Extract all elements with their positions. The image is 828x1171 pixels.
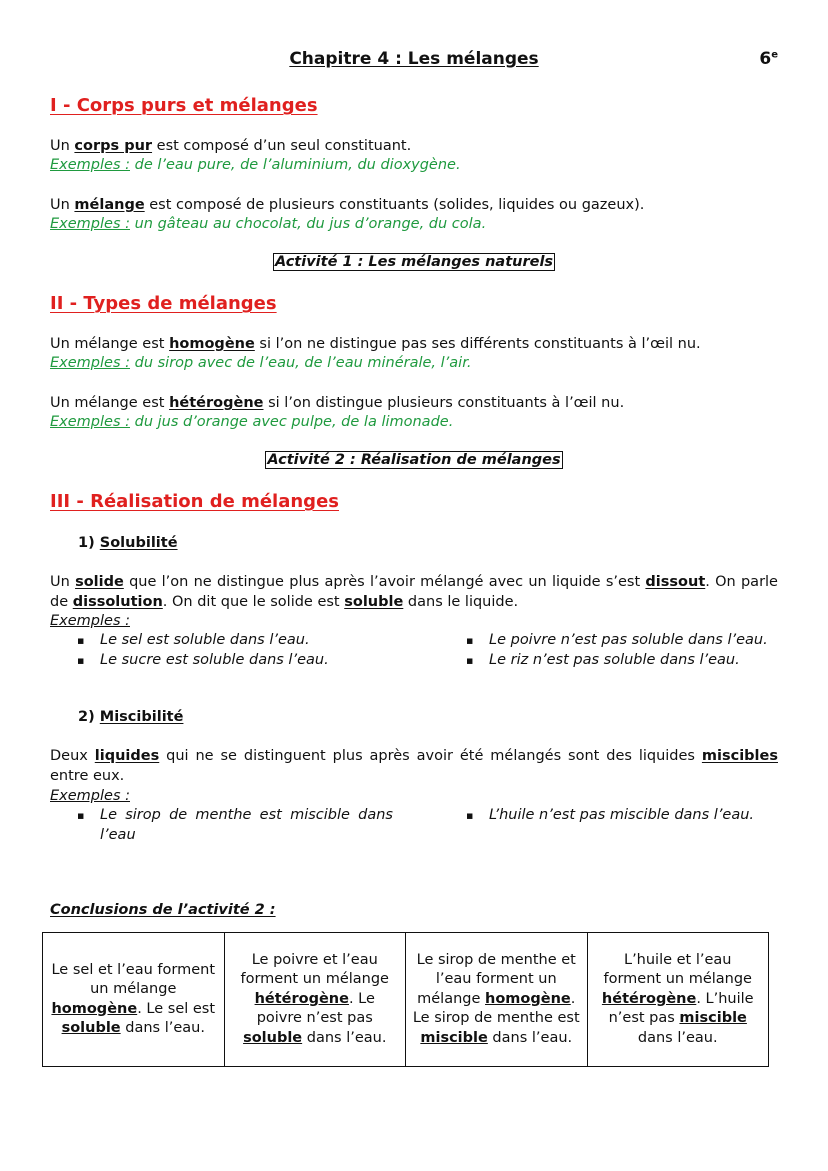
subsection-solubilite-heading: 1) Solubilité — [78, 535, 178, 551]
grade-label: 6e — [759, 49, 778, 69]
definition-homogene: Un mélange est homogène si l’on ne distingue pas ses différents constituants à l’œil nu. — [50, 336, 701, 352]
section-3-heading: III - Réalisation de mélanges — [50, 491, 339, 512]
section-2-heading: II - Types de mélanges — [50, 293, 277, 314]
list-item: ▪ Le sel est soluble dans l’eau. — [75, 631, 405, 651]
table-row — [43, 933, 769, 1067]
conclusions-heading: Conclusions de l’activité 2 : — [50, 902, 276, 918]
solubilite-examples-label: Exemples : — [50, 613, 130, 629]
activity-1-box: Activité 1 : Les mélanges naturels — [274, 254, 554, 270]
conclusions-table — [42, 932, 769, 1067]
definition-corps-pur: Un corps pur est composé d’un seul constituant. — [50, 138, 412, 154]
miscibilite-examples-label: Exemples : — [50, 788, 130, 804]
activity-2-box: Activité 2 : Réalisation de mélanges — [267, 452, 561, 468]
subsection-miscibilite-heading: 2) Miscibilité — [78, 709, 184, 725]
examples-corps-pur: Exemples : de l’eau pure, de l’aluminium, du dioxygène. — [50, 157, 461, 173]
examples-melange: Exemples : un gâteau au chocolat, du jus d’orange, du cola. — [50, 216, 487, 232]
definition-heterogene: Un mélange est hétérogène si l’on distingue plusieurs constituants à l’œil nu. — [50, 395, 625, 411]
list-item: ▪ Le sirop de menthe est miscible dans l’eau — [75, 806, 393, 845]
miscibilite-paragraph: Deux liquides qui ne se distinguent plus après avoir été mélangés sont des liquides miscibles entre eux. — [50, 748, 778, 784]
miscibilite-examples-left — [75, 806, 393, 845]
section-1-heading: I - Corps purs et mélanges — [50, 95, 318, 116]
examples-heterogene: Exemples : du jus d’orange avec pulpe, de la limonade. — [50, 414, 454, 430]
definition-melange: Un mélange est composé de plusieurs constituants (solides, liquides ou gazeux). — [50, 197, 645, 213]
table-cell: L’huile et l’eau forment un mélange hétérogène. L’huile n’est pas miscible dans l’eau. — [587, 933, 769, 1067]
miscibilite-examples-right — [464, 806, 778, 826]
page-title: Chapitre 4 : Les mélanges — [289, 49, 539, 69]
solubilite-paragraph: Un solide que l’on ne distingue plus après l’avoir mélangé avec un liquide s’est dissout. On parle de dissolution. On dit que le solide est soluble dans le liquide. — [50, 574, 778, 610]
table-cell: Le poivre et l’eau forment un mélange hétérogène. Le poivre n’est pas soluble dans l’eau. — [224, 933, 406, 1067]
list-item: ▪ Le sucre est soluble dans l’eau. — [75, 651, 405, 671]
examples-homogene: Exemples : du sirop avec de l’eau, de l’eau minérale, l’air. — [50, 355, 472, 371]
solubilite-examples-left — [75, 631, 405, 670]
list-item: ▪ Le poivre n’est pas soluble dans l’eau. — [464, 631, 778, 651]
solubilite-examples-right — [464, 631, 778, 670]
list-item: ▪ Le riz n’est pas soluble dans l’eau. — [464, 651, 778, 671]
list-item: ▪ L’huile n’est pas miscible dans l’eau. — [464, 806, 778, 826]
table-cell: Le sirop de menthe et l’eau forment un mélange homogène. Le sirop de menthe est miscible dans l’eau. — [406, 933, 588, 1067]
table-cell: Le sel et l’eau forment un mélange homogène. Le sel est soluble dans l’eau. — [43, 933, 225, 1067]
